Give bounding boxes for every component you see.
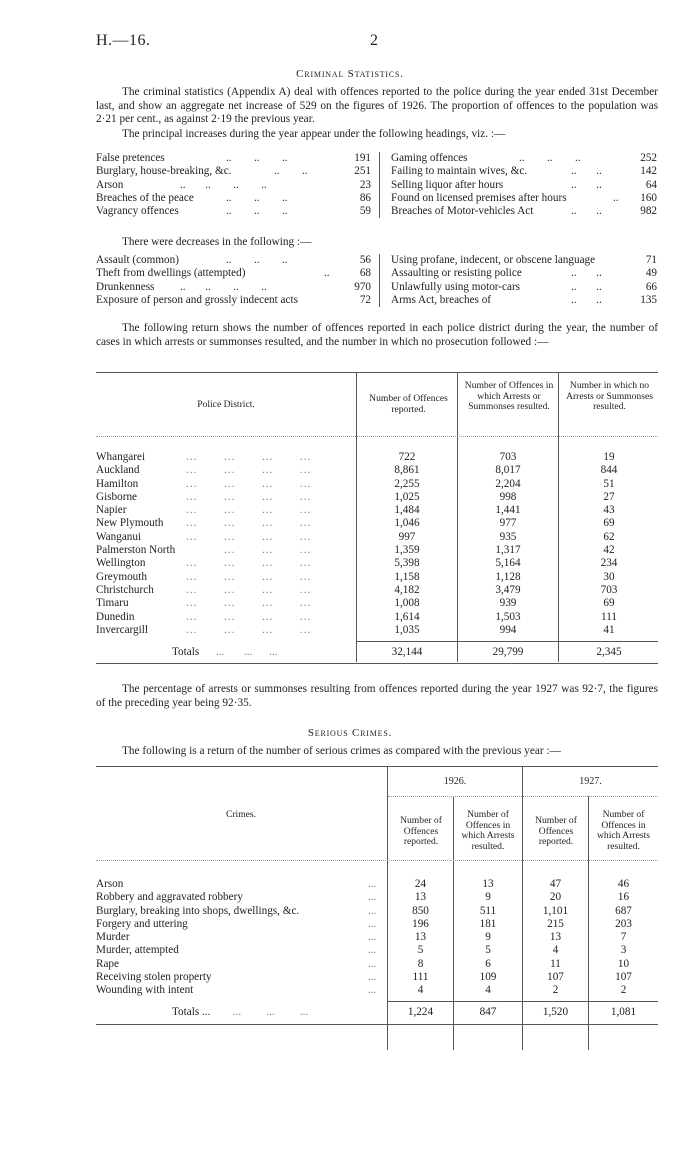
table-cell: 1,035 [394,623,420,636]
table-cell: 10 [617,957,630,970]
arrests-1926-column [454,878,522,998]
table-cell: 109 [479,971,497,984]
table-cell: Rape [96,957,119,970]
list-item-label: Arms Act, breaches of [391,293,492,306]
table-cell: 2 [620,984,627,997]
serious-totals-row: Totals ... ... ... ... [172,1006,309,1018]
total-no-arrests [559,646,659,659]
table-cell: Murder [96,931,130,944]
table-cell: 215 [547,917,564,930]
table-cell: 24 [414,878,427,890]
table-cell: 20 [549,891,562,904]
totals-row: Totals ... ... ... [172,646,278,658]
table-cell: Receiving stolen property [96,971,212,984]
list-item-value: 72 [359,293,371,306]
arrests-column [458,451,558,637]
list-item-value: 66 [645,280,657,293]
totals-rule [387,1001,658,1002]
table-cell: 6 [485,957,491,970]
col-header-crimes: Crimes. [225,809,257,820]
increases-left-list: False pretences .. .. .. 191 Burglary, house-breaking, &c. .. .. 251 Arson .. .. .. .. 23 Breaches of the peace .. .. .. 86 Vagrancy offences .. .. .. 59 [96,152,371,218]
list-item-label: Breaches of Motor-vehicles Act [391,205,534,218]
list-item-value: 49 [645,267,657,280]
table-cell: 8,861 [394,464,420,477]
list-item-label: Assault (common) [96,254,179,266]
table-cell: Timaru [96,597,129,610]
table-cell: Hamilton [96,477,139,490]
list-item-label: Breaches of the peace [96,191,194,204]
list-item-label: Gaming offences [391,152,468,164]
table-cell: Wounding with intent [96,984,194,997]
percentage-paragraph: The percentage of arrests or summonses resulting from offences reported during the year 1927 was 92·7, the figures of the preceding year being 92·35. [96,683,658,709]
list-item-label: Assaulting or resisting police [391,267,522,280]
table-cell: Burglary, breaking into shops, dwellings, &c. [96,904,300,917]
table-cell: 5 [485,944,491,957]
list-item-label: Exposure of person and grossly indecent acts [96,293,298,306]
table-cell: 2,345 [596,646,622,658]
table-cell: 2,255 [394,477,420,490]
table-cell: 51 [603,477,615,490]
table-cell: 8,017 [495,464,521,477]
table-cell: Christchurch [96,583,154,596]
reported-1927-column [523,878,588,998]
table-cell: 703 [600,583,618,596]
table-cell: 1,128 [495,570,521,583]
table-cell: 1,441 [495,504,521,517]
table-cell: 69 [603,597,615,610]
table-cell: 847 [479,1006,497,1018]
table-cell: Robbery and aggravated robbery [96,891,243,904]
table-bottom-rule [96,663,658,664]
reported-column [357,451,457,637]
table-cell: 5,398 [394,557,420,570]
table-cell: 234 [600,557,618,570]
list-item-value: 191 [354,152,371,164]
table-cell: Whangarei [96,451,146,463]
table-top-rule [96,372,658,373]
increases-intro: The principal increases during the year appear under the following headings, viz. :— [122,128,506,140]
table-cell: Invercargill [96,623,148,636]
list-item-value: 160 [640,191,657,204]
decreases-intro: There were decreases in the following :— [122,236,312,248]
table-cell: 1,520 [542,1006,569,1018]
table-cell: Palmerston North [96,544,176,557]
table-cell: 994 [499,623,517,636]
crime-names-column [96,878,386,998]
table-cell: 9 [485,891,491,904]
col-header-arrests: Number of Offences in which Arrests or Summonses resulted. [464,380,554,412]
table-cell: 511 [479,904,497,917]
table-cell: 43 [603,504,615,517]
col-header-1926-reported: Number of Offences reported. [400,815,442,847]
table-cell: 1,101 [542,904,569,917]
table-cell: Napier [96,504,127,517]
table-cell: 196 [412,917,429,930]
table-cell: 1,614 [394,610,420,623]
table-cell: 7 [620,931,627,944]
header-rule [96,436,658,437]
table-cell: 3 [620,944,627,957]
table-cell: Arson [96,878,124,890]
table-cell: 1,158 [394,570,420,583]
arrests-1927-column [589,878,658,998]
total-arrests [458,646,558,659]
list-item-value: 56 [359,254,371,266]
table-cell: 1,317 [495,544,521,557]
table-cell: 1,046 [394,517,420,530]
table-cell: 42 [603,544,615,557]
list-item-label: Burglary, house-breaking, &c. [96,165,232,178]
total-1926-reported [388,1006,453,1019]
table-cell: 181 [479,917,497,930]
table-cell: 13 [482,878,494,890]
table-cell: 111 [601,610,617,623]
table-cell: 62 [603,530,615,543]
table-cell: 935 [499,530,517,543]
totals-label: Totals [172,646,200,658]
table-cell: 5,164 [495,557,521,570]
reported-1926-column [388,878,453,998]
table-cell: 850 [412,904,429,917]
decreases-right-list: Using profane, indecent, or obscene language 71 Assaulting or resisting police .. .. 49 Unlawfully using motor-cars .. .. 66 Arms Act, breaches of .. .. 135 [391,254,657,306]
list-item-value: 970 [354,280,371,293]
table-cell: 4 [417,984,424,997]
list-item-value: 252 [640,152,657,164]
table-cell: 1,081 [610,1006,637,1018]
column-divider [379,152,380,218]
table-cell: 27 [603,490,615,503]
table-cell: 2 [552,984,559,997]
table-cell: 703 [499,451,517,463]
col-header-reported: Number of Offences reported. [369,393,448,415]
table-cell: 30 [603,570,615,583]
table-cell: 16 [617,891,630,904]
totals-label: Totals ... [172,1006,211,1018]
table-cell: 939 [499,597,517,610]
column-divider [379,254,380,307]
list-item-value: 71 [645,254,657,266]
year-1927-header: 1927. [579,776,602,787]
total-1926-arrests [454,1006,522,1019]
leader-dots: ... ... ... ... ... ... ... ... ... [368,878,377,997]
table-cell: 11 [550,957,561,970]
no-arrests-column [559,451,659,637]
table-cell: Murder, attempted [96,944,179,957]
table-cell: 4 [485,984,491,997]
table-cell: 2,204 [495,477,521,490]
table-cell: 8 [417,957,424,970]
table-cell: 5 [417,944,424,957]
table-cell: 1,224 [407,1006,434,1018]
table-cell: 1,503 [495,610,521,623]
table-cell: 844 [600,464,618,477]
table-top-rule [96,766,658,767]
table-cell: 1,484 [394,504,420,517]
criminal-intro-paragraph: The criminal statistics (Appendix A) deal with offences reported to the police during the year ended 31st December last, and show an aggregate net increase of 529 on the figures of 1926. The proportion of offences to the population was 2·21 per cent., as against 2·19 the previous year. [96,86,658,125]
table-cell: 687 [615,904,632,917]
serious-crimes-intro: The following is a return of the number of serious crimes as compared with the previous year :— [122,745,561,757]
district-return-intro: The following return shows the number of offences reported in each police district during the year, the number of cases in which arrests or summonses resulted, and the number in which no prosecution followed :— [96,322,658,348]
table-cell: 32,144 [391,646,423,658]
table-cell: 9 [485,931,491,944]
table-cell: 29,799 [492,646,524,658]
table-cell: 107 [547,971,564,984]
table-cell: Gisborne [96,490,138,503]
leader-dots: ... ... ... ... ... ... ... ... ... ... ... ... ... ... ... ... ... ... ... ... ... ... ... ... ... ... ... ... ... ... ... ... ... ... ... ... ... ... ... ... ... ... ... ... ... ... ... ... ... ... ... ... ... ... ... [186,451,312,636]
list-item-label: Vagrancy offences [96,205,179,218]
list-item-value: 23 [359,178,371,191]
table-cell: Greymouth [96,570,147,583]
table-cell: 203 [615,917,632,930]
total-1927-reported [523,1006,588,1019]
col-header-no-arrests: Number in which no Arrests or Summonses resulted. [566,380,653,412]
col-header-1927-arrests: Number of Offences in which Arrests resulted. [596,809,651,852]
table-cell: 107 [615,971,632,984]
list-item-label: Arson [96,178,124,191]
col-header-district: Police District. [197,399,255,410]
table-cell: 47 [549,878,562,890]
document-reference: H.—16. [96,32,151,49]
list-item-label: Failing to maintain wives, &c. [391,165,528,178]
table-cell: 1,359 [394,544,420,557]
table-cell: Forgery and uttering [96,917,188,930]
table-cell: New Plymouth [96,517,164,530]
table-cell: 13 [414,891,427,904]
increases-right-list: Gaming offences .. .. .. 252 Failing to maintain wives, &c. .. .. 142 Selling liquor after hours .. .. 64 Found on licensed premises after hours .. 160 Breaches of Motor-vehicles Act .. .. 982 [391,152,657,218]
table-cell: 998 [499,490,517,503]
list-item-label: Found on licensed premises after hours [391,191,567,204]
criminal-statistics-heading: Criminal Statistics. [296,68,404,80]
table-cell: 69 [603,517,615,530]
header-rule [96,860,658,861]
col-header-1926-arrests: Number of Offences in which Arrests resulted. [461,809,515,852]
table-cell: 4 [552,944,559,957]
page-number: 2 [370,32,378,49]
list-item-value: 86 [359,191,371,204]
list-item-value: 59 [359,205,371,218]
total-1927-arrests [589,1006,658,1019]
table-cell: Wellington [96,557,146,570]
list-item-value: 64 [645,178,657,191]
totals-rule [356,641,658,642]
col-header-1927-reported: Number of Offences reported. [535,815,577,847]
list-item-label: Theft from dwellings (attempted) [96,267,246,280]
list-item-label: Drunkenness [96,280,155,293]
table-cell: Wanganui [96,530,142,543]
table-cell: 1,025 [394,490,420,503]
list-item-value: 142 [640,165,657,178]
list-item-label: Selling liquor after hours [391,178,504,191]
table-bottom-rule [96,1024,658,1025]
list-item-label: False pretences [96,152,165,164]
table-cell: Auckland [96,464,140,477]
table-cell: 722 [398,451,416,463]
table-cell: Dunedin [96,610,135,623]
list-item-value: 68 [359,267,371,280]
table-cell: 1,008 [394,597,420,610]
decreases-left-list: Assault (common) .. .. .. 56 Theft from dwellings (attempted) .. 68 Drunkenness .. .. .. .. 970 Exposure of person and grossly indecent acts 72 [96,254,371,306]
table-cell: 46 [617,878,630,890]
serious-crimes-heading: Serious Crimes. [307,727,393,739]
table-cell: 13 [414,931,427,944]
list-item-label: Using profane, indecent, or obscene language [391,254,596,266]
total-reported [357,646,457,659]
list-item-value: 982 [640,205,657,218]
table-cell: 977 [499,517,517,530]
table-cell: 41 [603,623,615,636]
table-cell: 13 [549,931,562,944]
table-cell: 997 [398,530,416,543]
list-item-value: 135 [640,293,657,306]
list-item-label: Unlawfully using motor-cars [391,280,521,293]
table-cell: 4,182 [394,583,420,596]
table-cell: 111 [412,971,429,984]
list-item-value: 251 [354,165,371,178]
table-cell: 19 [603,451,615,463]
year-1926-header: 1926. [443,776,467,787]
year-header-rule [388,796,658,797]
table-cell: 3,479 [495,583,521,596]
